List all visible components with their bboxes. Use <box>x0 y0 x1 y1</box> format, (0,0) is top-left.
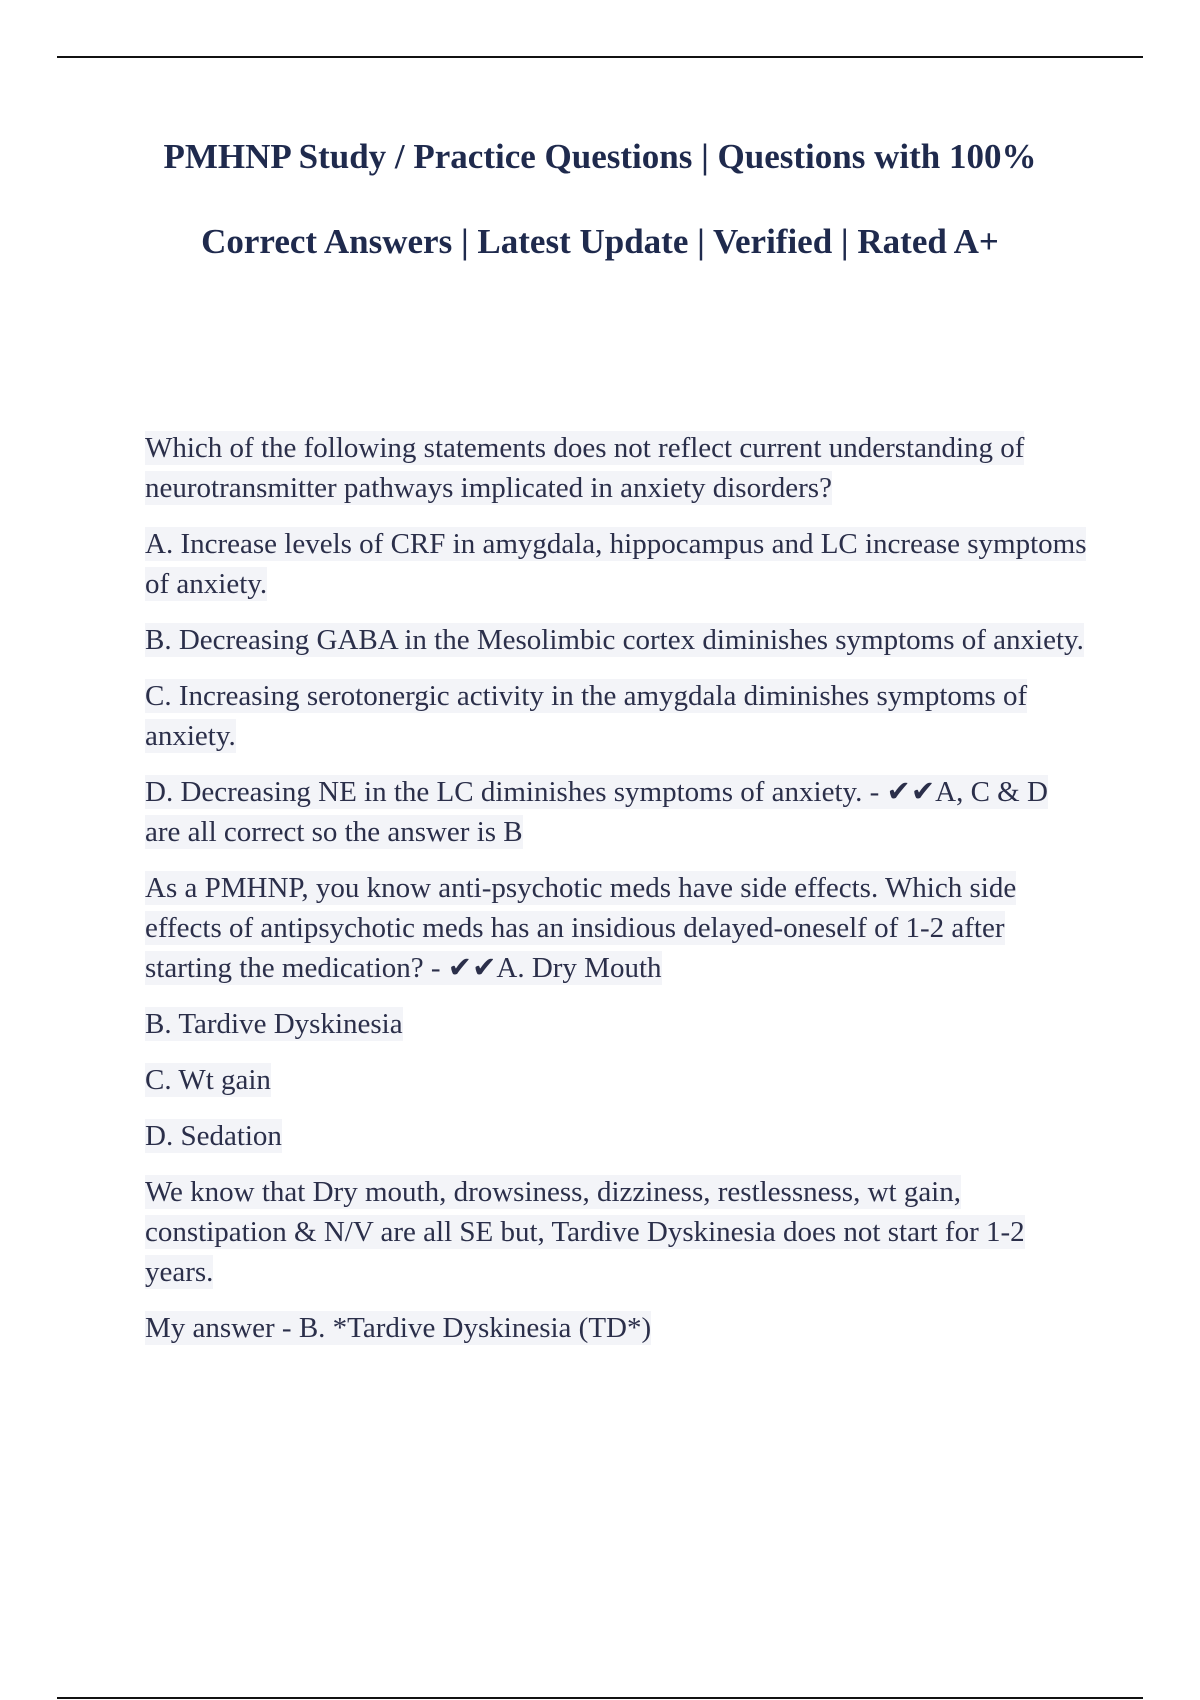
question-2-option-c: C. Wt gain <box>145 1064 271 1096</box>
document-body <box>145 428 1090 1364</box>
document-title <box>100 136 1100 263</box>
question-1-option-c: C. Increasing serotonergic activity in the amygdala diminishes symptoms of anxiety. <box>145 680 1028 752</box>
title-line-1: PMHNP Study / Practice Questions | Questions with 100% <box>163 137 1037 176</box>
top-rule <box>57 56 1143 58</box>
question-2-option-b: B. Tardive Dyskinesia <box>145 1008 403 1040</box>
question-1-option-b: B. Decreasing GABA in the Mesolimbic cortex diminishes symptoms of anxiety. <box>145 624 1084 656</box>
question-1-option-d-answer: D. Decreasing NE in the LC diminishes symptoms of anxiety. - ✔✔A, C & D are all correct so the answer is B <box>145 776 1048 848</box>
title-line-2: Correct Answers | Latest Update | Verified | Rated A+ <box>201 222 999 261</box>
question-1: Which of the following statements does not reflect current understanding of neurotransmitter pathways implicated in anxiety disorders? <box>145 432 1025 504</box>
question-2-my-answer: My answer - B. *Tardive Dyskinesia (TD*) <box>145 1312 652 1344</box>
question-2-explanation: We know that Dry mouth, drowsiness, dizziness, restlessness, wt gain, constipation & N/V are all SE but, Tardive Dyskinesia does not start for 1-2 years. <box>145 1176 1025 1288</box>
question-1-option-a: A. Increase levels of CRF in amygdala, hippocampus and LC increase symptoms of anxiety. <box>145 528 1087 600</box>
question-2-option-d: D. Sedation <box>145 1120 282 1152</box>
question-2: As a PMHNP, you know anti-psychotic meds have side effects. Which side effects of antipsychotic meds has an insidious delayed-oneself of 1-2 after starting the medication? - ✔✔A. Dry Mouth <box>145 872 1017 984</box>
bottom-rule <box>57 1697 1143 1699</box>
